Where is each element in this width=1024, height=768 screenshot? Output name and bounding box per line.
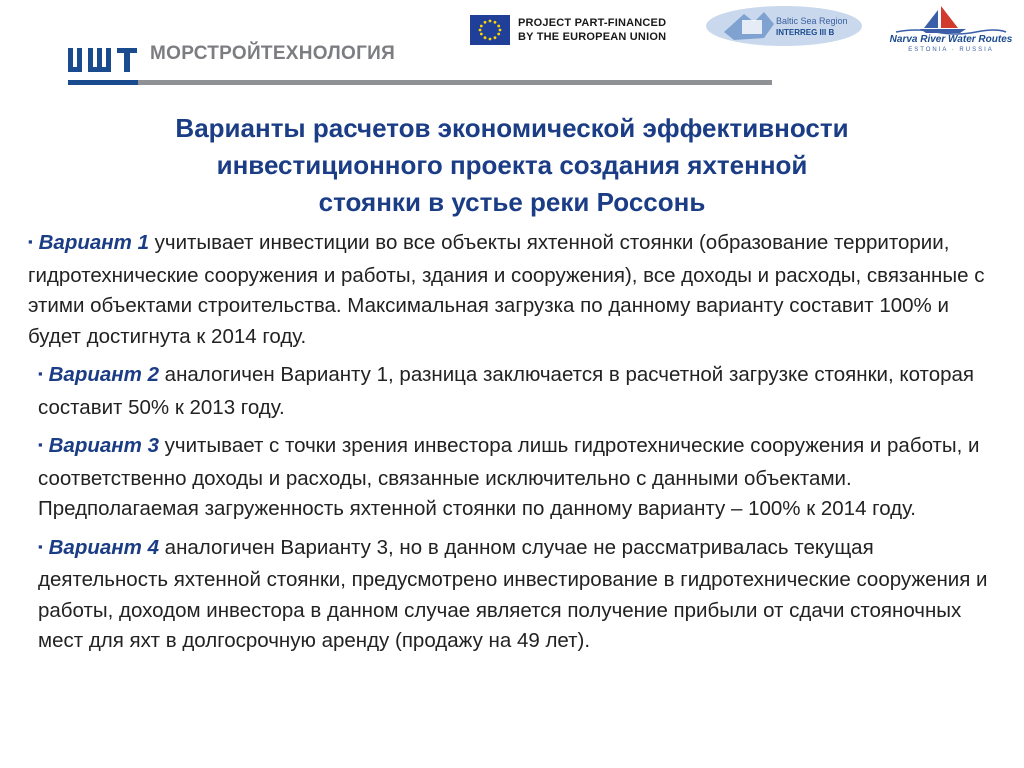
eu-caption bbox=[518, 16, 666, 44]
eu-flag-icon bbox=[470, 15, 510, 45]
narva-name: Narva River Water Routes bbox=[889, 34, 1013, 45]
variants-list bbox=[28, 228, 988, 665]
variant-4-text: аналогичен Варианту 3, но в данном случае не рассматривалась текущая деятельность яхтенной стоянки, предусмотрено инвестирование в гидротехнические сооружения и работы, доходом инвестора в данном случае является получение прибыли от сдачи стояночных мест для яхт в долгосрочную аренду (продажу на 49 лет). bbox=[38, 535, 988, 652]
interreg-logo bbox=[704, 4, 864, 48]
interreg-line2: INTERREG III B bbox=[776, 28, 835, 37]
variant-3-label: Вариант 3 bbox=[48, 434, 159, 457]
variant-4 bbox=[28, 533, 988, 657]
variant-1-text: учитывает инвестиции во все объекты яхтенной стоянки (образование территории, гидротехнические сооружения и работы, здания и сооружения), все доходы и расходы, связанные с этими объектами строительства. Максимальная загрузка по данному варианту составит 100% и будет достигнута к 2014 году. bbox=[28, 231, 985, 348]
narva-logo bbox=[886, 2, 1016, 60]
company-name: МОРСТРОЙТЕХНОЛОГИЯ bbox=[150, 43, 396, 64]
variant-3-text: учитывает с точки зрения инвестора лишь гидротехнические сооружения и работы, и соответственно доходы и расходы, связанные исключительно с данными объектами. Предполагаемая загруженность яхтенной стоянки по данному варианту – 100% к 2014 году. bbox=[38, 434, 980, 520]
narva-sub: ESTONIA · RUSSIA bbox=[908, 47, 994, 53]
title-line-2: инвестиционного проекта создания яхтенной bbox=[216, 150, 808, 180]
narva-boat-icon bbox=[886, 2, 1016, 36]
eu-caption-line2: BY THE EUROPEAN UNION bbox=[518, 31, 667, 43]
variant-3 bbox=[28, 431, 988, 525]
variant-4-label: Вариант 4 bbox=[48, 535, 159, 559]
page-title bbox=[40, 110, 984, 221]
company-logo-icon bbox=[68, 44, 138, 74]
bullet-icon: ▪ bbox=[28, 234, 33, 249]
bullet-icon: ▪ bbox=[38, 538, 43, 554]
variant-2-label: Вариант 2 bbox=[48, 363, 159, 386]
header-rule bbox=[68, 80, 772, 85]
variant-2 bbox=[28, 360, 988, 423]
variant-1 bbox=[28, 228, 988, 352]
eu-caption-line1: PROJECT PART-FINANCED bbox=[518, 17, 667, 29]
variant-2-text: аналогичен Варианту 1, разница заключается в расчетной загрузке стоянки, которая составит 50% к 2013 году. bbox=[38, 363, 975, 419]
bullet-icon: ▪ bbox=[38, 366, 43, 381]
interreg-logo-icon bbox=[704, 4, 864, 48]
bullet-icon: ▪ bbox=[38, 437, 43, 452]
title-line-3: стоянки в устье реки Россонь bbox=[318, 187, 706, 217]
title-line-1: Варианты расчетов экономической эффективности bbox=[175, 113, 849, 143]
interreg-line1: Baltic Sea Region bbox=[776, 16, 848, 26]
variant-1-label: Вариант 1 bbox=[38, 231, 149, 254]
header bbox=[0, 0, 1024, 95]
